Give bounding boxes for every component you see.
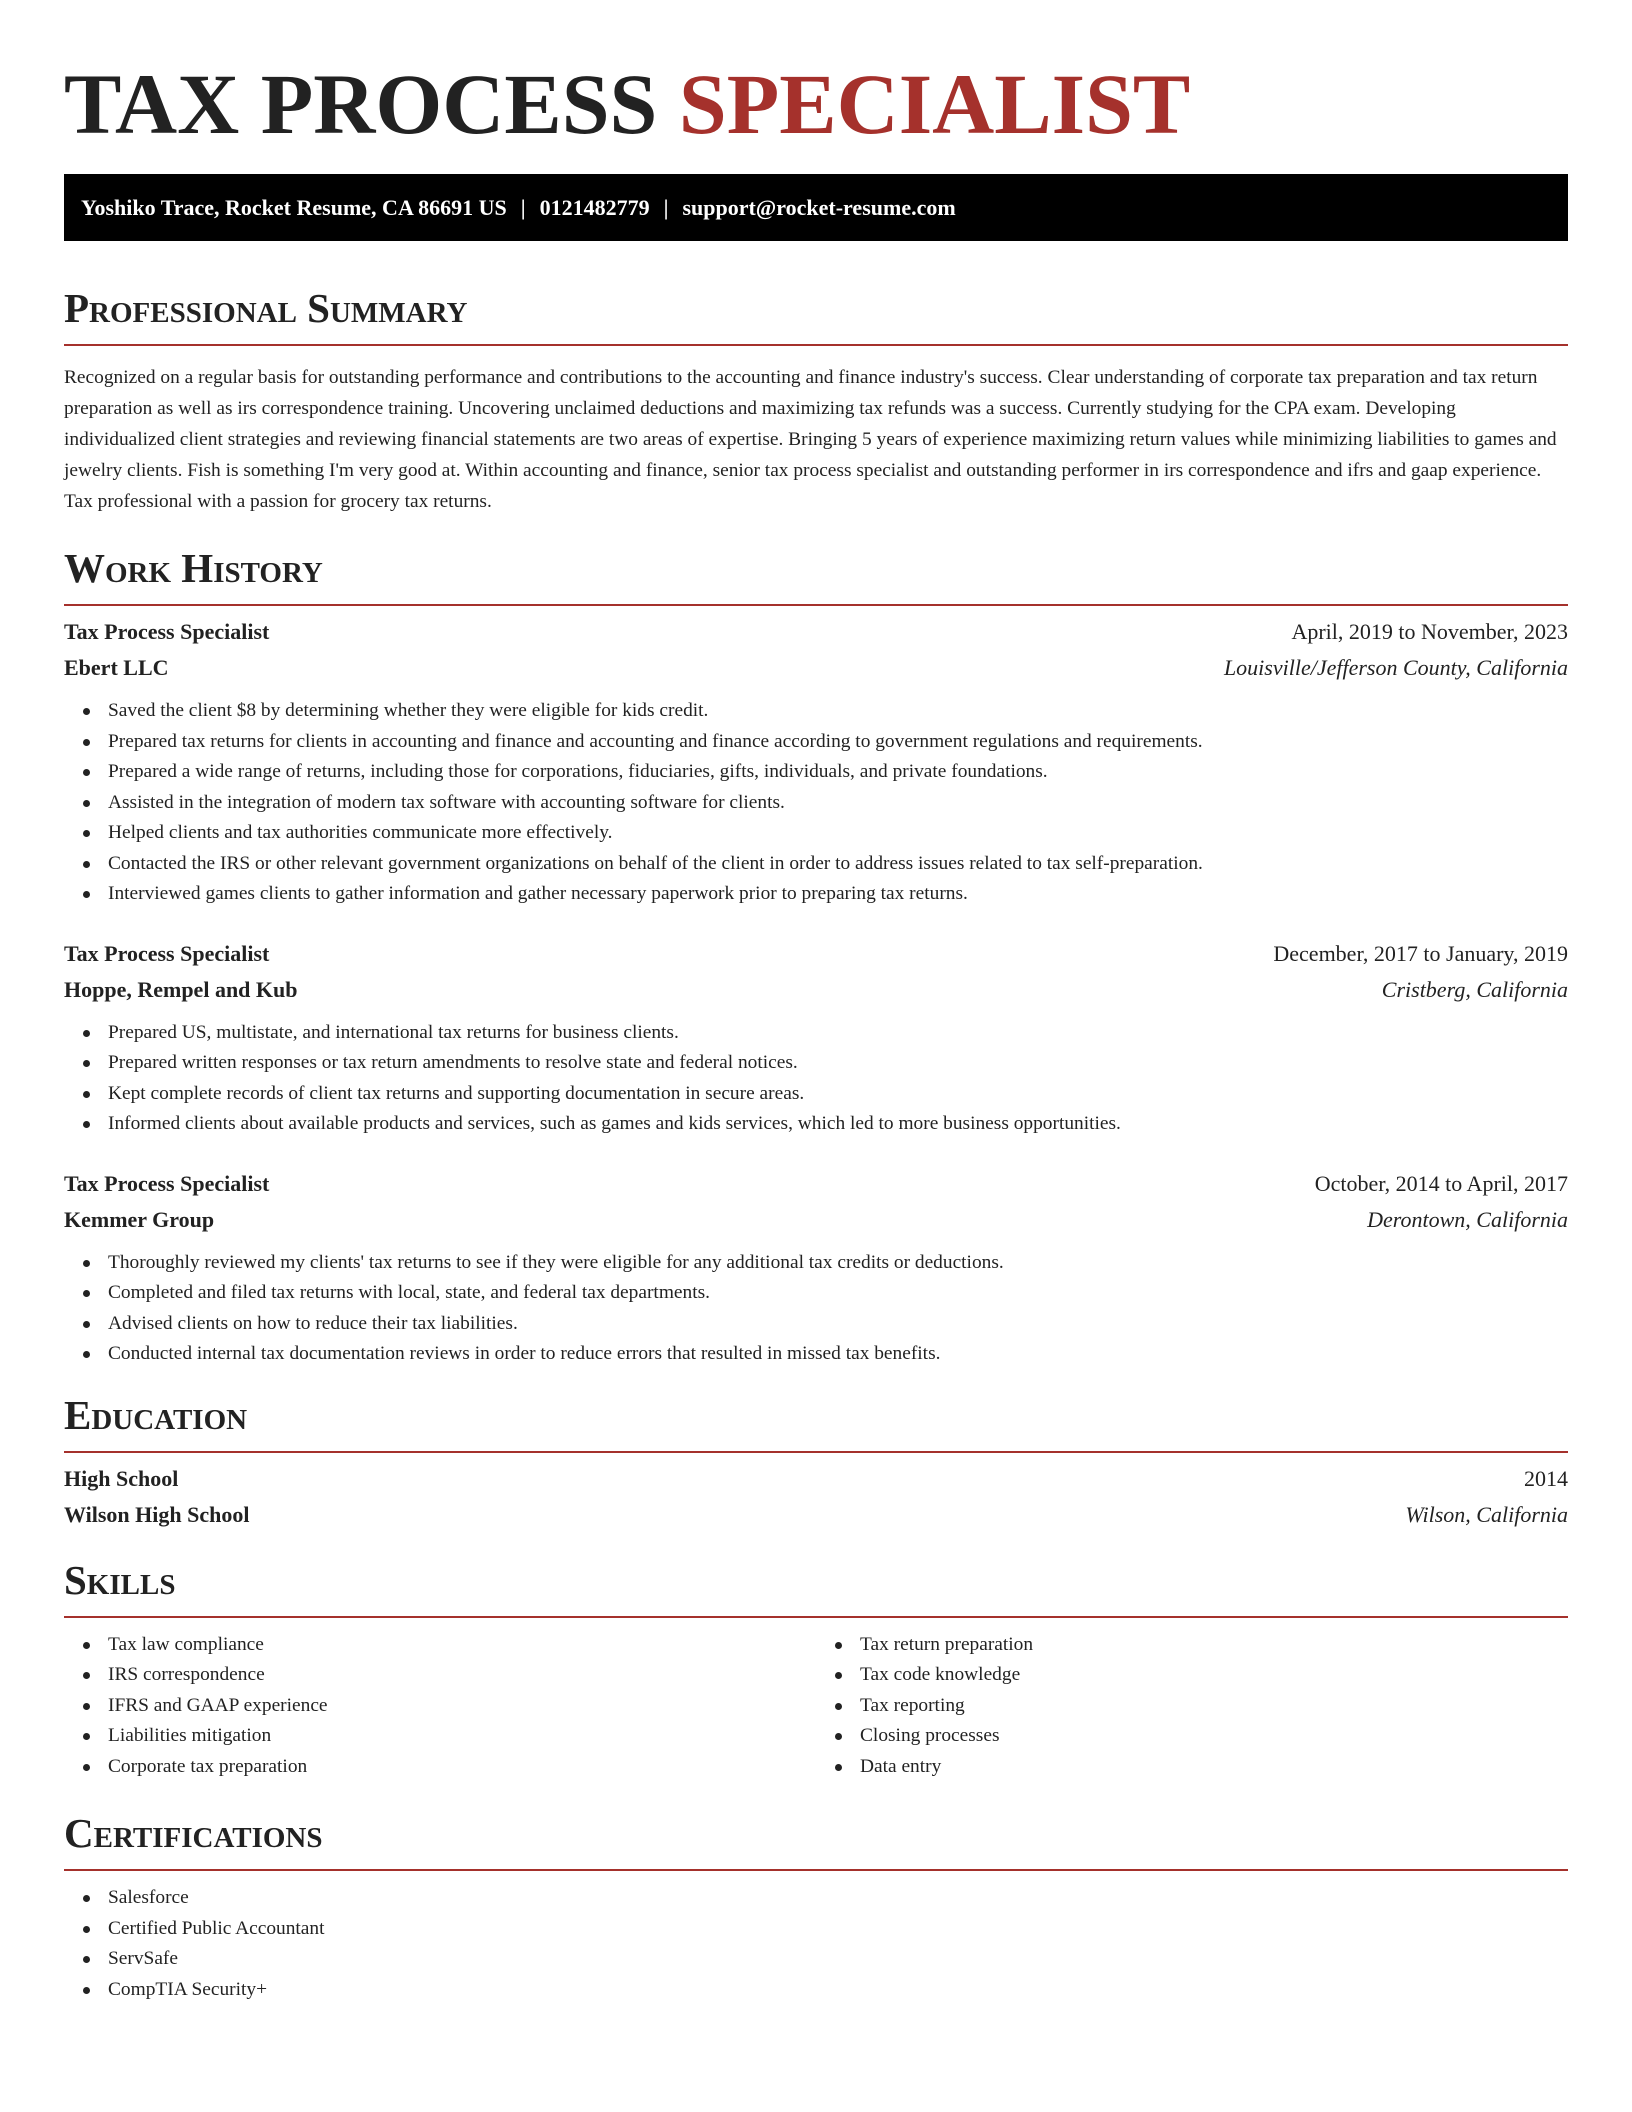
section-divider: [64, 1869, 1568, 1871]
job-dates: April, 2019 to November, 2023: [1291, 619, 1568, 644]
job-dates: December, 2017 to January, 2019: [1273, 940, 1568, 966]
job-bullet: Interviewed games clients to gather information and gather necessary paperwork prior to preparing tax returns.: [108, 879, 1568, 910]
section-divider: [64, 1616, 1568, 1618]
job-title: Tax Process Specialist: [64, 619, 270, 644]
education-degree: High School: [64, 1465, 179, 1491]
education-year: 2014: [1524, 1465, 1568, 1491]
job-bullet: Saved the client $8 by determining whether they were eligible for kids credit.: [108, 696, 1568, 727]
job-location: Cristberg, California: [1381, 976, 1568, 1002]
contact-separator: |: [520, 194, 526, 220]
certifications-section: [64, 1808, 1568, 2005]
job-entry: [64, 936, 1568, 1140]
contact-address: Yoshiko Trace, Rocket Resume, CA 86691 US: [81, 194, 507, 220]
skills-section: [64, 1555, 1568, 1783]
skill-item: IFRS and GAAP experience: [108, 1691, 816, 1722]
contact-phone: 0121482779: [539, 194, 650, 220]
job-bullet: Helped clients and tax authorities communicate more effectively.: [108, 818, 1568, 849]
title-part-2: SPECIALIST: [678, 56, 1191, 152]
skills-list-left: [64, 1630, 816, 1783]
job-location: Derontown, California: [1367, 1206, 1568, 1232]
education-location: Wilson, California: [1405, 1501, 1568, 1527]
certification-item: Certified Public Accountant: [108, 1914, 1568, 1945]
job-entry: [64, 614, 1568, 910]
job-bullet: Completed and filed tax returns with local, state, and federal tax departments.: [108, 1278, 1568, 1309]
job-title: Tax Process Specialist: [64, 940, 270, 966]
job-bullet: Kept complete records of client tax returns and supporting documentation in secure areas.: [108, 1079, 1568, 1110]
job-title: Tax Process Specialist: [64, 1170, 270, 1196]
skill-item: Data entry: [860, 1752, 1568, 1783]
certifications-list: [64, 1883, 1568, 2005]
job-bullet: Conducted internal tax documentation reviews in order to reduce errors that resulted in missed tax benefits.: [108, 1339, 1568, 1370]
work-history-heading: Work History: [64, 545, 323, 591]
education-heading: Education: [64, 1391, 248, 1438]
job-bullet: Prepared a wide range of returns, including those for corporations, fiduciaries, gifts, individuals, and private foundations.: [108, 757, 1568, 788]
job-bullet: Assisted in the integration of modern tax software with accounting software for clients.: [108, 788, 1568, 819]
title-part-1: TAX PROCESS: [64, 56, 679, 152]
certification-item: Salesforce: [108, 1883, 1568, 1914]
resume-title: [64, 0, 1568, 150]
skill-item: Corporate tax preparation: [108, 1752, 816, 1783]
skill-item: Liabilities mitigation: [108, 1721, 816, 1752]
skill-item: Tax return preparation: [860, 1630, 1568, 1661]
job-bullet: Prepared tax returns for clients in accounting and finance and accounting and finance according to government regulations and requirements.: [108, 727, 1568, 758]
job-bullet: Contacted the IRS or other relevant government organizations on behalf of the client in order to address issues related to tax self-preparation.: [108, 849, 1568, 880]
skills-grid: [64, 1630, 1568, 1783]
education-section: [64, 1390, 1568, 1533]
job-bullet: Prepared US, multistate, and international tax returns for business clients.: [108, 1018, 1568, 1049]
summary-heading: Professional Summary: [64, 285, 468, 331]
job-bullet: Prepared written responses or tax return amendments to resolve state and federal notices.: [108, 1048, 1568, 1079]
skill-item: Tax law compliance: [108, 1630, 816, 1661]
skill-item: IRS correspondence: [108, 1660, 816, 1691]
job-bullet: Advised clients on how to reduce their tax liabilities.: [108, 1309, 1568, 1340]
summary-section: [64, 283, 1568, 517]
job-company: Kemmer Group: [64, 1206, 215, 1232]
skill-item: Tax code knowledge: [860, 1660, 1568, 1691]
certification-item: ServSafe: [108, 1944, 1568, 1975]
skill-item: Closing processes: [860, 1721, 1568, 1752]
contact-bar: [64, 174, 1568, 241]
section-divider: [64, 1451, 1568, 1453]
certifications-heading: Certifications: [64, 1810, 323, 1856]
skill-item: Tax reporting: [860, 1691, 1568, 1722]
section-divider: [64, 604, 1568, 606]
section-divider: [64, 344, 1568, 346]
job-bullets: [64, 1018, 1568, 1140]
job-dates: October, 2014 to April, 2017: [1314, 1170, 1568, 1196]
job-location: Louisville/Jefferson County, California: [1223, 655, 1568, 680]
education-school: Wilson High School: [64, 1501, 250, 1527]
job-company: Ebert LLC: [64, 655, 169, 680]
summary-text: Recognized on a regular basis for outstanding performance and contributions to the accounting and finance industry's success. Clear understanding of corporate tax preparation and tax return preparation as well as irs correspondence training. Uncovering unclaimed deductions and maximizing tax refunds was a success. Currently studying for the CPA exam. Developing individualized client strategies and reviewing financial statements are two areas of expertise. Bringing 5 years of experience maximizing return values while minimizing liabilities to games and jewelry clients. Fish is something I'm very good at. Within accounting and finance, senior tax process specialist and outstanding performer in irs correspondence and ifrs and gaap experience. Tax professional with a passion for grocery tax returns.: [64, 367, 1557, 512]
job-company: Hoppe, Rempel and Kub: [64, 976, 298, 1002]
job-bullet: Informed clients about available products and services, such as games and kids services, which led to more business opportunities.: [108, 1109, 1568, 1140]
job-bullets: [64, 696, 1568, 910]
contact-separator: |: [663, 194, 669, 220]
job-entry: [64, 1166, 1568, 1370]
contact-email: support@rocket-resume.com: [682, 194, 956, 220]
skills-heading: Skills: [64, 1556, 176, 1603]
job-bullet: Thoroughly reviewed my clients' tax returns to see if they were eligible for any additional tax credits or deductions.: [108, 1248, 1568, 1279]
job-bullets: [64, 1248, 1568, 1370]
work-history-section: [64, 543, 1568, 1370]
skills-list-right: [816, 1630, 1568, 1783]
certification-item: CompTIA Security+: [108, 1975, 1568, 2006]
